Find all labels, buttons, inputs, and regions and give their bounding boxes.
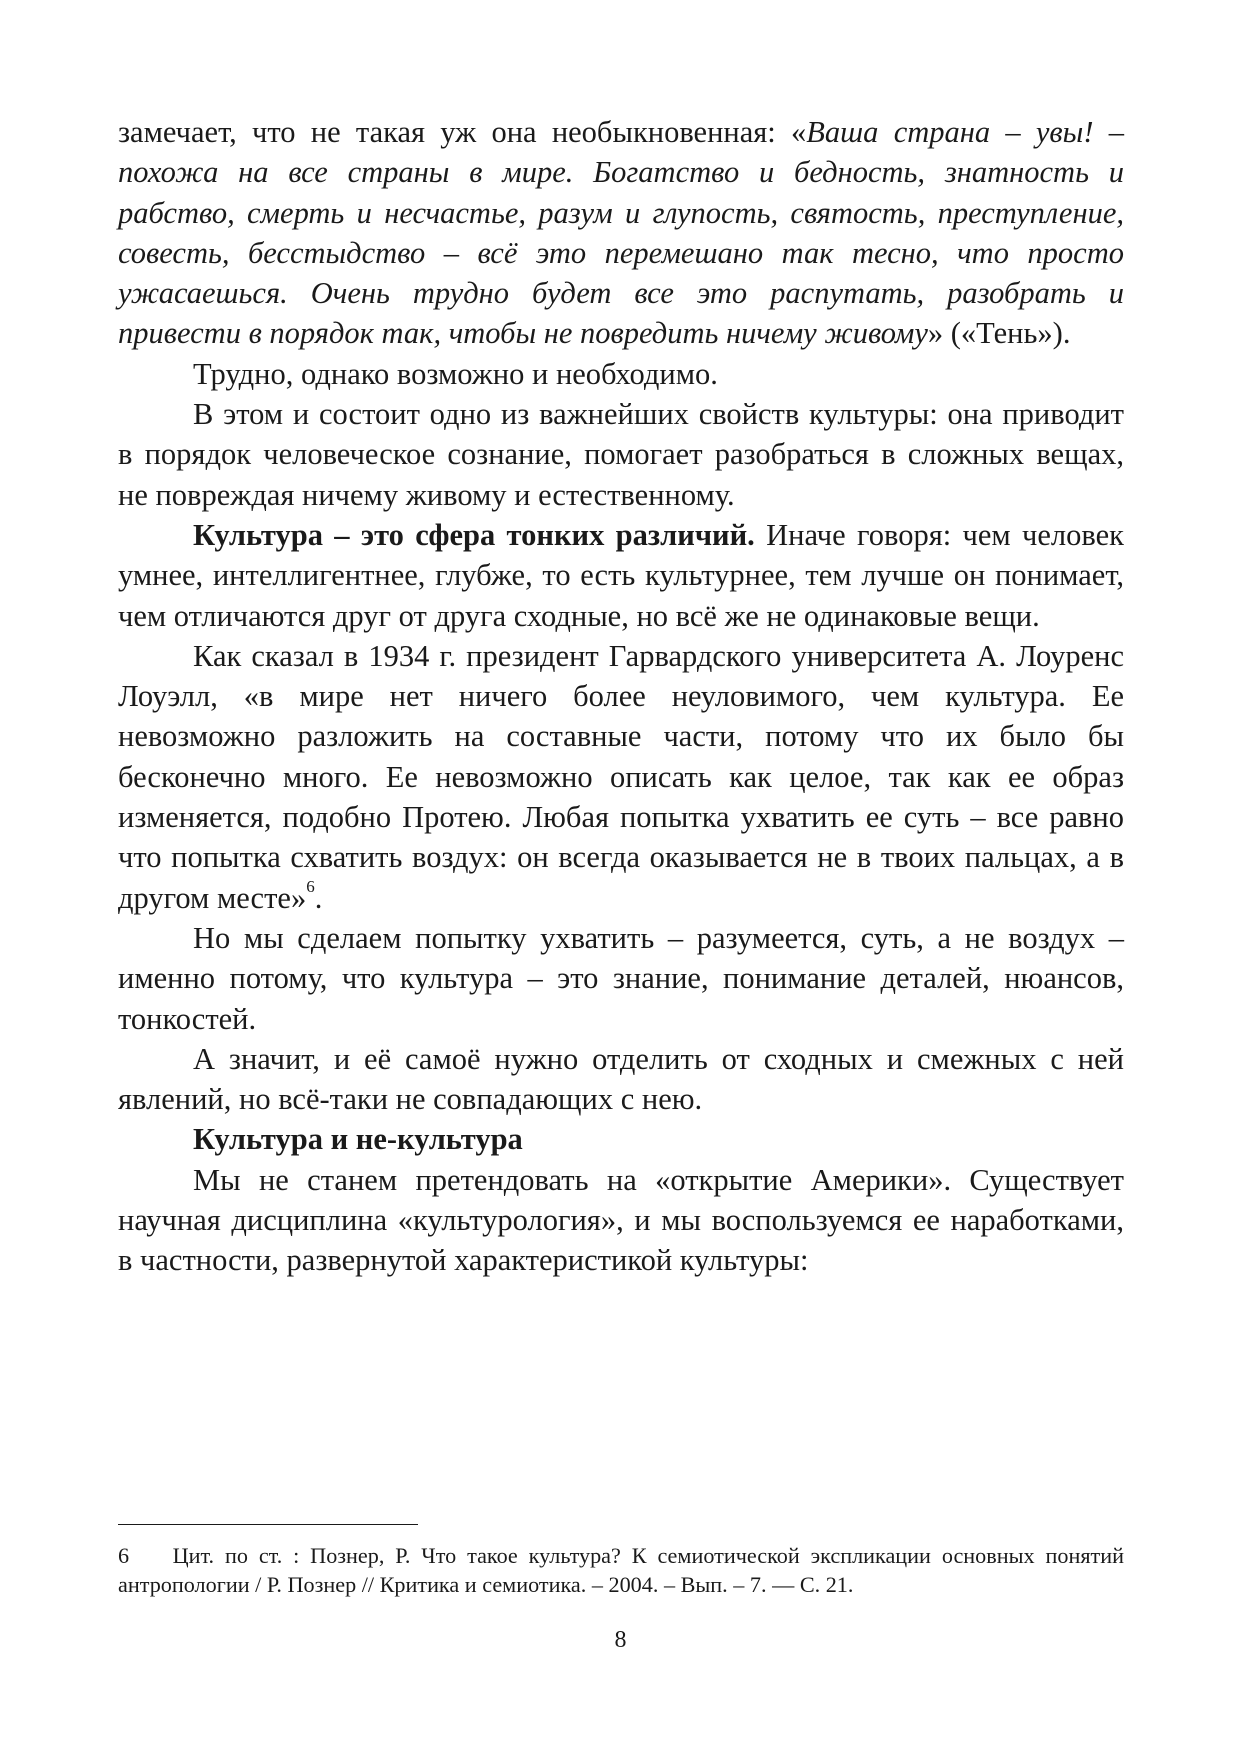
- paragraph-5-text: Как сказал в 1934 г. президент Гарвардского университета А. Лоуренс Лоуэлл, «в мире нет ничего более неуловимого, чем культура. Ее невозможно разложить на составные части, потому что их было бы бесконечно много. Ее невозможно описать как целое, так как ее образ изменяется, подобно Протею. Любая попытка ухватить ее суть – все равно что попытка схватить воздух: он всегда оказывается не в твоих пальцах, а в другом месте»: [118, 638, 1124, 915]
- paragraph-4: [118, 515, 1124, 636]
- footnote-gap: [129, 1543, 173, 1568]
- footnote: [118, 1541, 1124, 1599]
- paragraph-quote: [118, 112, 1124, 354]
- quote-tail: » («Тень»).: [927, 316, 1071, 351]
- bold-thesis: Культура – это сфера тонких различий.: [193, 517, 755, 552]
- section-heading-text: Культура и не-культура: [193, 1122, 523, 1157]
- paragraph-7: А значит, и её самоё нужно отделить от сходных и смежных с ней явлений, но всё-таки не совпадающих с нею.: [118, 1041, 1124, 1117]
- paragraph-6: Но мы сделаем попытку ухватить – разумеется, суть, а не воздух – именно потому, что культура – это знание, понимание деталей, нюансов, тонкостей.: [118, 920, 1124, 1036]
- quote-lead: замечает, что не такая уж она необыкновенная: «: [118, 115, 807, 149]
- paragraph-8: Мы не станем претендовать на «открытие Америки». Существует научная дисциплина «культурология», и мы воспользуемся ее наработками, в частности, развернутой характеристикой культуры:: [118, 1162, 1124, 1278]
- paragraph-5: [118, 636, 1124, 918]
- footnote-divider: [118, 1524, 418, 1525]
- footnote-reference: 6: [306, 877, 315, 897]
- page-body: [118, 112, 1124, 1281]
- paragraph-2: Трудно, однако возможно и необходимо.: [193, 356, 718, 391]
- footnote-text: Цит. по ст. : Познер, Р. Что такое культура? К семиотической экспликации основных понятий антропологии / Р. Познер // Критика и семиотика. – 2004. – Вып. – 7. — С. 21.: [118, 1543, 1124, 1597]
- section-heading: [118, 1119, 1124, 1159]
- paragraph-5-end: .: [314, 880, 323, 915]
- footnote-marker: 6: [118, 1543, 130, 1568]
- quote-italic: Ваша страна – увы! – похожа на все страны в мире. Богатство и бедность, знатность и рабство, смерть и несчастье, разум и глупость, святость, преступление, совесть, бесстыдство – всё это перемешано так тесно, что просто ужасаешься. Очень трудно будет все это распутать, разобрать и привести в порядок так, чтобы не повредить ничему живому: [118, 115, 1124, 351]
- paragraph-4-rest: Иначе говоря: чем человек умнее, интеллигентнее, глубже, то есть культурнее, тем лучше он понимает, чем отличаются друг от друга сходные, но всё же не одинаковые вещи.: [118, 517, 1124, 633]
- paragraph-3: В этом и состоит одно из важнейших свойств культуры: она приводит в порядок человеческое сознание, помогает разобраться в сложных вещах, не повреждая ничему живому и естественному.: [118, 397, 1124, 512]
- page-number: 8: [614, 1627, 627, 1653]
